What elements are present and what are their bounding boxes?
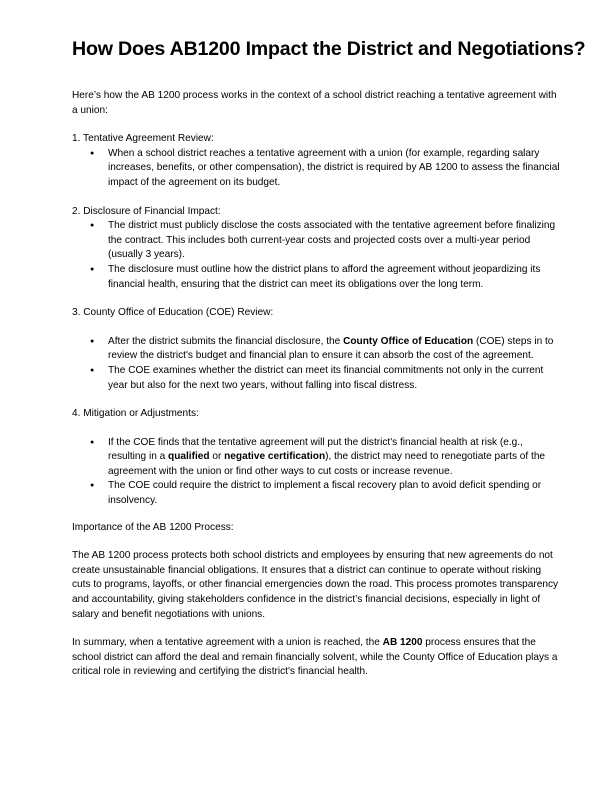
bullet-item: ● The COE examines whether the district can meet its financial commitments not only in the current year but also for the next two years, without falling into fiscal distress. [108,364,562,393]
bold-term-county-office: County Office of Education [343,335,474,347]
bullet-list-tentative-agreement-review [72,147,562,191]
importance-paragraph: The AB 1200 process protects both school districts and employees by ensuring that new agreements do not create unsustainable financial obligations. It ensures that a district can continue to operate without risking cuts to programs, layoffs, or other financial emergencies down the road. This process promotes transparency and accountability, giving stakeholders confidence in the district’s financial decisions, especially in light of salary and benefit negotiations with unions. [72,550,559,620]
section-heading-tentative-agreement-review: 1. Tentative Agreement Review: [72,133,214,145]
bullet-item: ● If the COE finds that the tentative agreement will put the district's financial health at risk (e.g., resulting in a qualified or negative certification), the district may need to renegotiate parts of the agreement with the union or find other ways to cut costs or increase revenue. [108,436,562,480]
bullet-item: ● After the district submits the financial disclosure, the County Office of Education (COE) steps in to review the district's budget and financial plan to ensure it can absorb the cost of the agreement. [108,335,562,364]
section-heading-coe-review: 3. County Office of Education (COE) Review: [72,307,274,319]
document-title: How Does AB1200 Impact the District and Negotiations? [72,38,586,60]
intro-paragraph: Here’s how the AB 1200 process works in the context of a school district reaching a tentative agreement with a union: [72,90,557,116]
bullet-item: ● The COE could require the district to implement a fiscal recovery plan to avoid deficit spending or insolvency. [108,479,562,508]
summary-paragraph: In summary, when a tentative agreement with a union is reached, the AB 1200 process ensures that the school district can afford the deal and remain financially solvent, while the County Office of Education plays a critical role in reviewing and certifying the district's financial health. [72,637,558,678]
bullet-list-coe-review [72,335,562,393]
bold-term-qualified: qualified [168,451,210,463]
bullet-item: ● The district must publicly disclose the costs associated with the tentative agreement before finalizing the contract. This includes both current-year costs and projected costs over a multi-year period (usually 3 years). [108,219,562,263]
section-heading-disclosure-financial-impact: 2. Disclosure of Financial Impact: [72,205,221,217]
bold-term-ab1200: AB 1200 [382,637,423,649]
bullet-item: ● The disclosure must outline how the district plans to afford the agreement without jeopardizing its financial health, ensuring that the district can meet its obligations over the long term. [108,263,562,292]
bullet-item: ● When a school district reaches a tentative agreement with a union (for example, regarding salary increases, benefits, or other compensation), the district is required by AB 1200 to assess the financial impact of the agreement on its budget. [108,147,562,191]
bullet-list-disclosure-financial-impact [72,219,562,292]
document-page [72,34,586,680]
section-heading-mitigation-adjustments: 4. Mitigation or Adjustments: [72,408,199,420]
importance-heading: Importance of the AB 1200 Process: [72,521,234,533]
bold-term-negative-certification: negative certification [224,451,326,463]
bullet-list-mitigation-adjustments [72,436,562,509]
